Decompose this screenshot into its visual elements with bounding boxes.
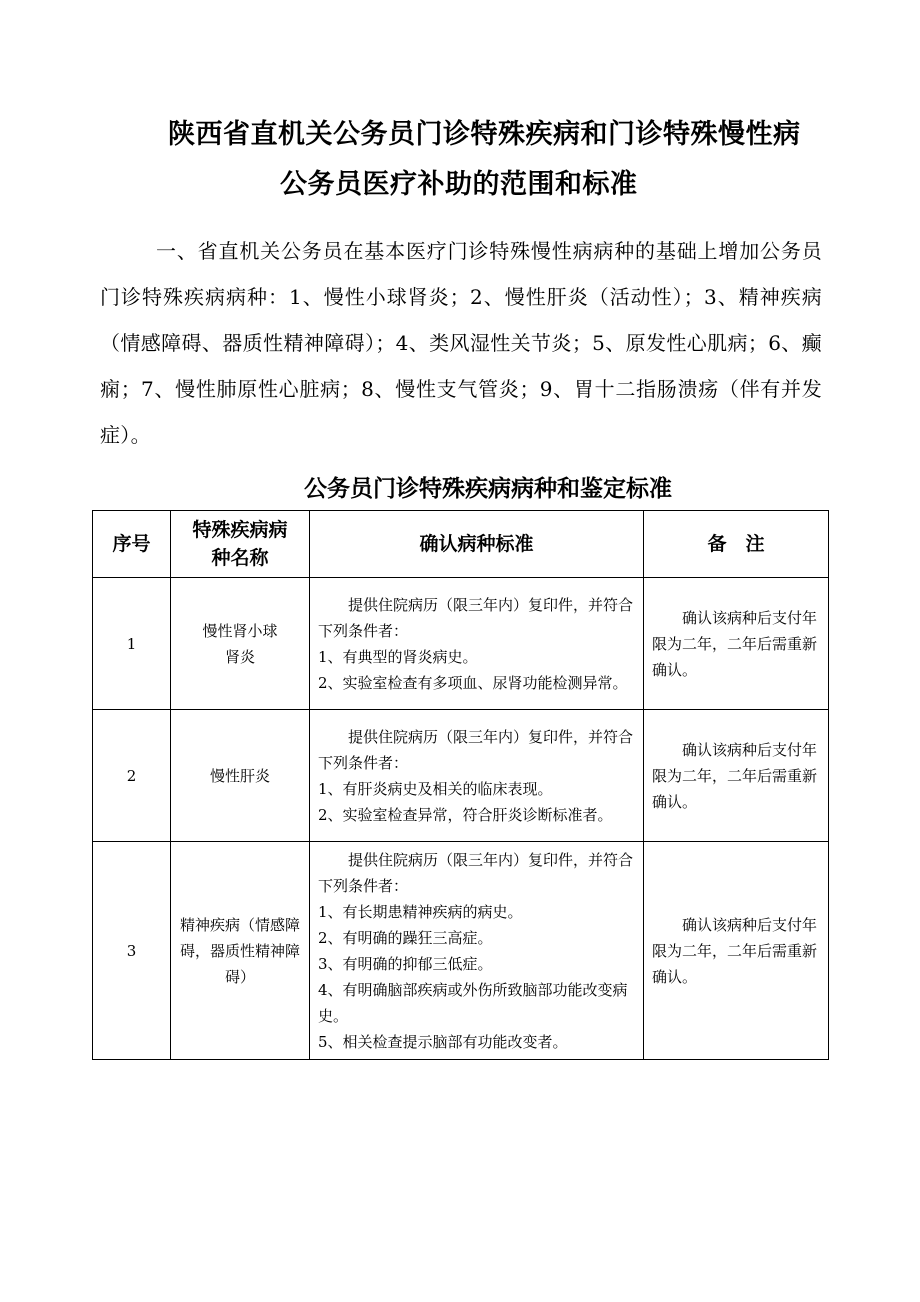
- criteria-line: 1、有肝炎病史及相关的临床表现。: [318, 779, 553, 798]
- row-note: 确认该病种后支付年限为二年，二年后需重新确认。: [644, 578, 829, 710]
- row-criteria: [310, 710, 644, 842]
- table-row: [93, 710, 829, 842]
- table-title: 公务员门诊特殊疾病病种和鉴定标准: [304, 476, 672, 502]
- page-title-line-1: 陕西省直机关公务员门诊特殊疾病和门诊特殊慢性病: [168, 119, 801, 150]
- criteria-line: 2、有明确的躁狂三高症。: [318, 928, 493, 947]
- criteria-line: 提供住院病历（限三年内）复印件，并符合下列条件者：: [318, 850, 634, 895]
- row-criteria: [310, 578, 644, 710]
- row-criteria: [310, 842, 644, 1060]
- disease-standards-table: [92, 510, 829, 1060]
- criteria-line: 1、有典型的肾炎病史。: [318, 647, 478, 666]
- row-disease-name: 慢性肝炎: [171, 710, 310, 842]
- row-note: 确认该病种后支付年限为二年，二年后需重新确认。: [644, 710, 829, 842]
- row-disease-name: 慢性肾小球肾炎: [171, 578, 310, 710]
- row-index: 3: [93, 842, 171, 1060]
- criteria-line: 提供住院病历（限三年内）复印件，并符合下列条件者：: [318, 727, 634, 772]
- row-index: 1: [93, 578, 171, 710]
- header-note: 备 注: [644, 511, 829, 578]
- criteria-line: 3、有明确的抑郁三低症。: [318, 954, 493, 973]
- criteria-line: 1、有长期患精神疾病的病史。: [318, 902, 523, 921]
- table-header-row: [93, 511, 829, 578]
- row-index: 2: [93, 710, 171, 842]
- header-index: 序号: [93, 511, 171, 578]
- criteria-line: 5、相关检查提示脑部有功能改变者。: [318, 1032, 568, 1051]
- criteria-line: 2、实验室检查有多项血、尿肾功能检测异常。: [318, 673, 628, 692]
- criteria-line: 4、有明确脑部疾病或外伤所致脑部功能改变病史。: [318, 980, 628, 1025]
- row-note: 确认该病种后支付年限为二年，二年后需重新确认。: [644, 842, 829, 1060]
- page-title-line-2: 公务员医疗补助的范围和标准: [280, 169, 638, 200]
- header-name: 特殊疾病病种名称: [171, 511, 310, 578]
- table-row: [93, 842, 829, 1060]
- header-criteria: 确认病种标准: [310, 511, 644, 578]
- row-disease-name: 精神疾病（情感障碍，器质性精神障碍）: [171, 842, 310, 1060]
- table-row: [93, 578, 829, 710]
- intro-paragraph: 一、省直机关公务员在基本医疗门诊特殊慢性病病种的基础上增加公务员门诊特殊疾病病种：1、慢性小球肾炎；2、慢性肝炎（活动性）；3、精神疾病（情感障碍、器质性精神障碍）；4、类风湿性关节炎；5、原发性心肌病；6、癫痫；7、慢性肺原性心脏病；8、慢性支气管炎；9、胃十二指肠溃疡（伴有并发症）。: [100, 239, 822, 447]
- criteria-line: 2、实验室检查异常，符合肝炎诊断标准者。: [318, 805, 613, 824]
- criteria-line: 提供住院病历（限三年内）复印件，并符合下列条件者：: [318, 595, 634, 640]
